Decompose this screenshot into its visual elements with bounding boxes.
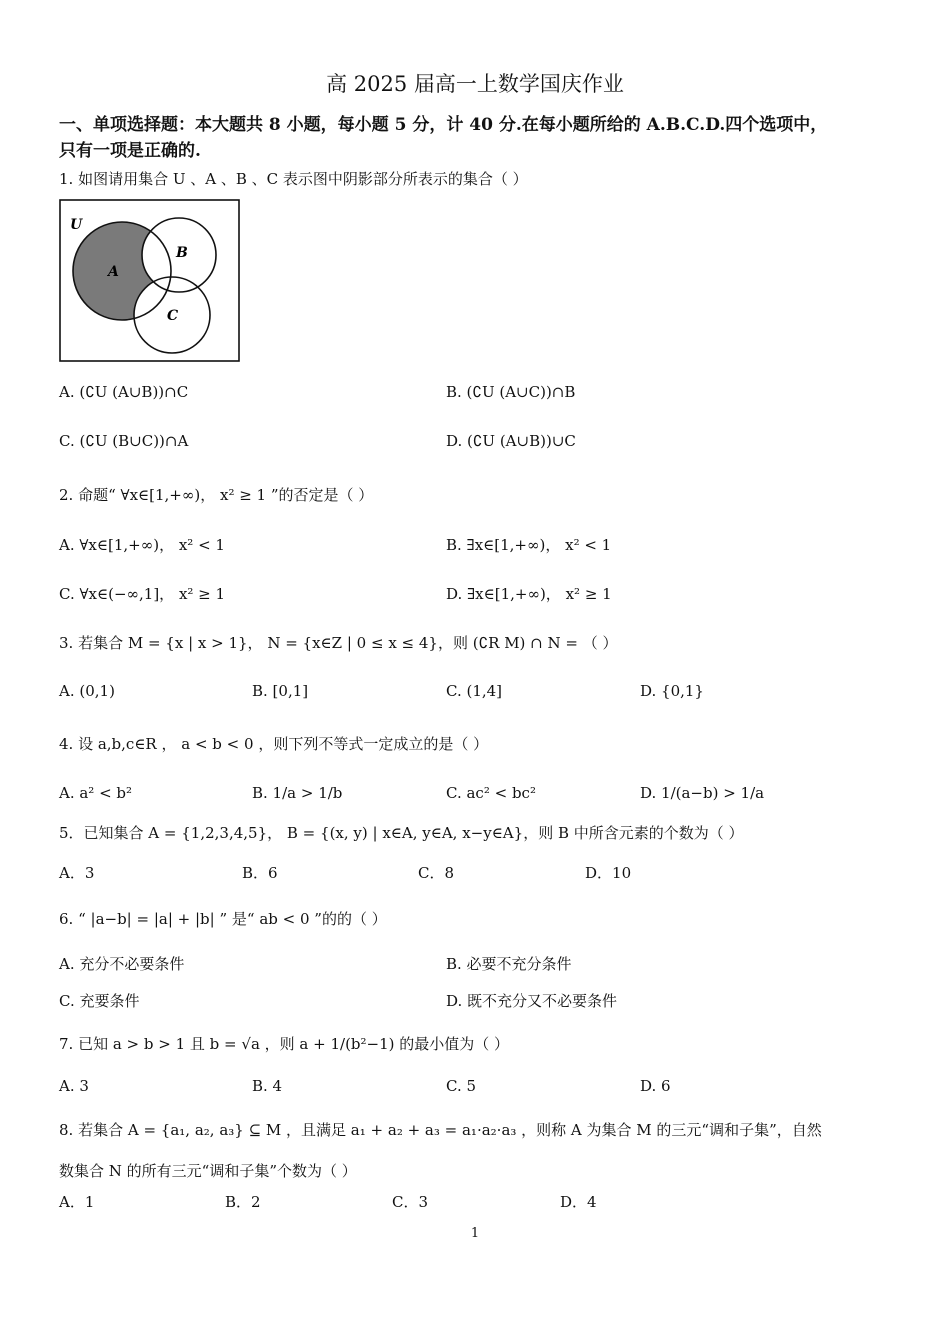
section-heading-line1: 一、单项选择题：本大题共 8 小题，每小题 5 分，计 40 分.在每小题所给的 A.B.C.D.四个选项中， <box>59 115 828 135</box>
question-1-stem: 1. 如图请用集合 U 、A 、B 、C 表示图中阴影部分所表示的集合（ ） <box>59 170 528 188</box>
page-title: 高 2025 届高一上数学国庆作业 <box>326 72 624 96</box>
question-3-stem: 3. 若集合 M = {x | x > 1}， N = {x∈Z | 0 ≤ x ≤ 4}，则 (∁R M) ∩ N = （ ） <box>59 634 618 652</box>
question-6-stem: 6. “ |a−b| = |a| + |b| ” 是“ ab < 0 ”的的（ ） <box>59 910 387 928</box>
q2-option-d: D. ∃x∈[1,+∞)， x² ≥ 1 <box>446 585 612 603</box>
question-7-stem: 7. 已知 a > b > 1 且 b = √a ，则 a + 1/(b²−1) 的最小值为（ ） <box>59 1035 510 1053</box>
page-number: 1 <box>470 1226 480 1241</box>
question-2-stem: 2. 命题“ ∀x∈[1,+∞)， x² ≥ 1 ”的否定是（ ） <box>59 486 374 504</box>
venn-label-b: B <box>176 245 188 261</box>
q5-option-a: A．3 <box>59 864 95 882</box>
q2-option-b: B. ∃x∈[1,+∞)， x² < 1 <box>446 536 612 554</box>
q4-option-c: C. ac² < bc² <box>446 784 536 802</box>
q3-option-d: D. {0,1} <box>640 682 704 700</box>
q3-option-a: A. (0,1) <box>59 682 115 700</box>
q6-option-b: B. 必要不充分条件 <box>446 955 572 973</box>
q5-option-c: C．8 <box>418 864 455 882</box>
q1-option-b: B. (∁U (A∪C))∩B <box>446 383 576 401</box>
q1-option-c: C. (∁U (B∪C))∩A <box>59 432 189 450</box>
question-4-stem: 4. 设 a,b,c∈R ， a < b < 0 ，则下列不等式一定成立的是（ ） <box>59 735 489 753</box>
q5-option-d: D．10 <box>585 864 632 882</box>
q4-option-d: D. 1/(a−b) > 1/a <box>640 784 765 802</box>
q3-option-b: B. [0,1] <box>252 682 309 700</box>
q7-option-d: D. 6 <box>640 1077 671 1095</box>
q7-option-b: B. 4 <box>252 1077 283 1095</box>
q2-option-c: C. ∀x∈(−∞,1]， x² ≥ 1 <box>59 585 226 603</box>
q8-option-c: C．3 <box>392 1193 429 1211</box>
q6-option-d: D. 既不充分又不必要条件 <box>446 992 618 1010</box>
question-8-stem: 8. 若集合 A = {a₁, a₂, a₃} ⊆ M ，且满足 a₁ + a₂ + a₃ = a₁·a₂·a₃ ，则称 A 为集合 M 的三元“调和子集”，自然 <box>59 1121 822 1139</box>
q2-option-a: A. ∀x∈[1,+∞)， x² < 1 <box>59 536 225 554</box>
q7-option-a: A. 3 <box>59 1077 89 1095</box>
venn-label-u: U <box>70 217 83 233</box>
q6-option-a: A. 充分不必要条件 <box>59 955 185 973</box>
q4-option-a: A. a² < b² <box>59 784 133 802</box>
venn-label-c: C <box>167 308 179 324</box>
q1-option-d: D. (∁U (A∪B))∪C <box>446 432 576 450</box>
q6-option-c: C. 充要条件 <box>59 992 140 1010</box>
venn-diagram <box>59 199 241 364</box>
q5-option-b: B．6 <box>242 864 278 882</box>
q4-option-b: B. 1/a > 1/b <box>252 784 343 802</box>
q8-option-a: A．1 <box>59 1193 95 1211</box>
q7-option-c: C. 5 <box>446 1077 477 1095</box>
venn-label-a: A <box>108 264 119 280</box>
q3-option-c: C. (1,4] <box>446 682 503 700</box>
q8-option-d: D．4 <box>560 1193 597 1211</box>
section-heading-line2: 只有一项是正确的. <box>59 141 201 161</box>
q1-option-a: A. (∁U (A∪B))∩C <box>59 383 189 401</box>
question-5-stem: 5．已知集合 A = {1,2,3,4,5}， B = {(x, y) | x∈A, y∈A, x−y∈A}，则 B 中所含元素的个数为（ ） <box>59 824 744 842</box>
q8-option-b: B．2 <box>225 1193 261 1211</box>
question-8-stem-line2: 数集合 N 的所有三元“调和子集”个数为（ ） <box>59 1162 357 1180</box>
